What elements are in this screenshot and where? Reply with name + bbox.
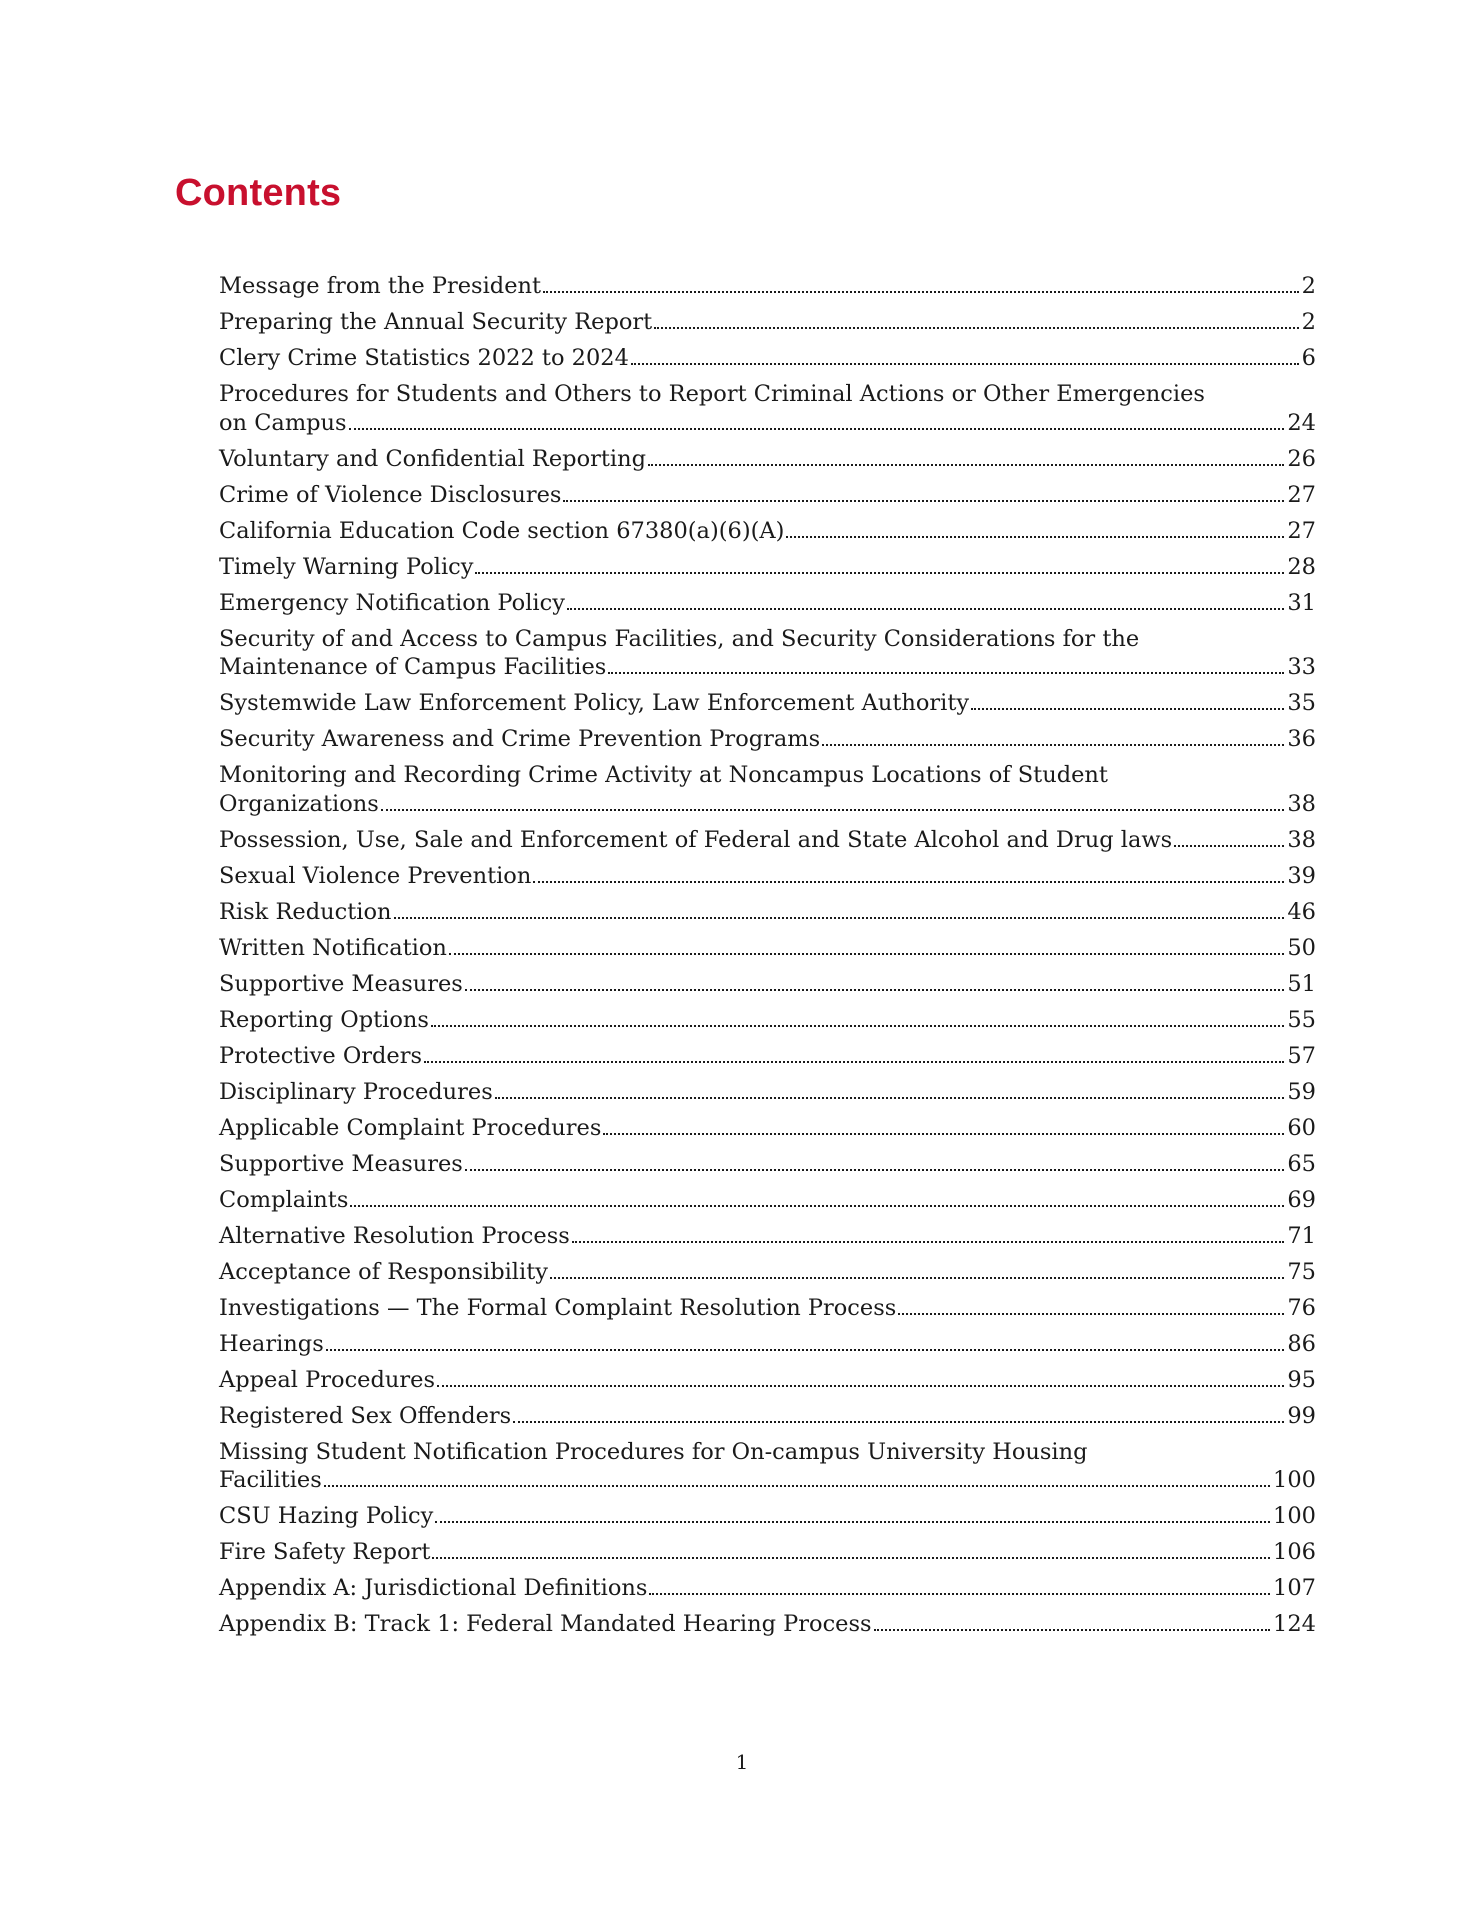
toc-entry-row	[219, 1186, 1316, 1215]
toc-entry[interactable]	[219, 625, 1316, 682]
toc-entry-page-number: 6	[1301, 345, 1316, 371]
toc-entry[interactable]	[219, 1502, 1316, 1531]
toc-entry-page-number: 35	[1287, 690, 1316, 716]
toc-entry-title: Voluntary and Confidential Reporting	[219, 445, 647, 472]
dot-leader	[648, 464, 1284, 466]
dot-leader	[326, 1349, 1285, 1351]
dot-leader	[350, 1205, 1284, 1207]
toc-entry[interactable]	[219, 1574, 1316, 1603]
toc-entry-title: Facilities	[219, 1467, 322, 1493]
toc-entry-row	[219, 409, 1316, 438]
toc-entry-page-number: 2	[1301, 273, 1316, 299]
toc-entry-row	[219, 1574, 1316, 1603]
dot-leader	[435, 1521, 1270, 1523]
dot-leader	[543, 291, 1299, 293]
dot-leader	[572, 1241, 1285, 1243]
toc-entry[interactable]	[219, 344, 1316, 373]
toc-entry-page-number: 100	[1273, 1467, 1316, 1493]
toc-entry-row	[219, 517, 1316, 546]
toc-entry-title: Applicable Complaint Procedures	[219, 1114, 602, 1141]
toc-entry-title: Registered Sex Offenders	[219, 1402, 512, 1429]
toc-entry[interactable]	[219, 1258, 1316, 1287]
toc-entry-page-number: 76	[1287, 1294, 1316, 1321]
toc-entry[interactable]	[219, 1078, 1316, 1107]
dot-leader	[631, 363, 1299, 365]
toc-entry-title: Possession, Use, Sale and Enforcement of Federal and State Alcohol and Drug laws	[219, 826, 1173, 853]
toc-entry[interactable]	[219, 380, 1316, 437]
toc-entry-page-number: 36	[1287, 726, 1316, 752]
toc-entry-row	[219, 790, 1316, 819]
toc-entry-row	[219, 1042, 1316, 1071]
dot-leader	[971, 708, 1284, 710]
dot-leader	[432, 1557, 1270, 1559]
toc-entry-row	[219, 689, 1316, 718]
toc-entry-title: Crime of Violence Disclosures	[219, 481, 562, 508]
toc-entry-page-number: 65	[1287, 1150, 1316, 1177]
toc-entry-page-number: 99	[1287, 1402, 1316, 1429]
dot-leader	[431, 1025, 1284, 1027]
toc-entry-page-number: 51	[1287, 970, 1316, 997]
toc-entry[interactable]	[219, 1538, 1316, 1567]
toc-entry[interactable]	[219, 725, 1316, 754]
dot-leader	[654, 327, 1298, 329]
toc-entry-row	[219, 826, 1316, 855]
toc-entry-title: Sexual Violence Prevention	[219, 862, 532, 889]
toc-entry[interactable]	[219, 1610, 1316, 1639]
toc-entry-row	[219, 934, 1316, 963]
toc-entry-title: Complaints	[219, 1186, 349, 1213]
toc-entry-title: on Campus	[219, 409, 347, 436]
toc-entry-row	[219, 1150, 1316, 1179]
toc-entry-row	[219, 1294, 1316, 1323]
toc-entry-row	[219, 445, 1316, 474]
toc-entry[interactable]	[219, 826, 1316, 855]
toc-entry-row	[219, 272, 1316, 301]
toc-entry[interactable]	[219, 1186, 1316, 1215]
toc-entry-page-number: 27	[1287, 481, 1316, 508]
toc-entry-page-number: 38	[1287, 790, 1316, 817]
toc-entry-title-line: Monitoring and Recording Crime Activity at Noncampus Locations of Student	[219, 762, 1108, 788]
toc-entry-title: California Education Code section 67380(a)(6)(A)	[219, 517, 785, 544]
toc-entry-page-number: 95	[1287, 1366, 1316, 1393]
toc-entry-title: Written Notification	[219, 934, 447, 961]
toc-entry-title: Systemwide Law Enforcement Policy, Law Enforcement Authority	[219, 690, 970, 716]
toc-entry[interactable]	[219, 1402, 1316, 1431]
toc-entry-title: CSU Hazing Policy	[219, 1503, 434, 1529]
toc-entry-page-number: 27	[1287, 517, 1316, 544]
dot-leader	[786, 536, 1284, 538]
toc-entry[interactable]	[219, 1222, 1316, 1251]
toc-entry-page-number: 75	[1287, 1258, 1316, 1285]
dot-leader	[898, 1313, 1284, 1315]
toc-entry-title: Maintenance of Campus Facilities	[219, 654, 607, 680]
toc-entry[interactable]	[219, 481, 1316, 510]
toc-entry-title: Appendix A: Jurisdictional Definitions	[219, 1575, 648, 1601]
dot-leader	[603, 1133, 1284, 1135]
toc-entry-row	[219, 1502, 1316, 1531]
dot-leader	[550, 1277, 1284, 1279]
toc-entry-title: Supportive Measures	[219, 970, 463, 997]
toc-entry-title: Timely Warning Policy	[219, 553, 474, 580]
toc-entry-title: Protective Orders	[219, 1042, 423, 1069]
toc-entry-title: Disciplinary Procedures	[219, 1078, 493, 1105]
dot-leader	[465, 1169, 1285, 1171]
toc-entry-page-number: 107	[1273, 1575, 1316, 1601]
toc-entry[interactable]	[219, 761, 1316, 818]
toc-entry-row	[219, 1366, 1316, 1395]
toc-entry[interactable]	[219, 1150, 1316, 1179]
toc-entry-page-number: 31	[1287, 589, 1316, 616]
toc-entry-row	[219, 589, 1316, 618]
toc-entry-page-number: 86	[1287, 1330, 1316, 1357]
toc-entry-title-line: Security of and Access to Campus Facilities, and Security Considerations for the	[219, 625, 1140, 652]
toc-entry-page-number: 33	[1287, 654, 1316, 680]
toc-entry-row	[219, 1466, 1316, 1495]
toc-entry-page-number: 59	[1287, 1078, 1316, 1105]
toc-entry-title: Acceptance of Responsibility	[219, 1258, 548, 1285]
toc-entry[interactable]	[219, 1042, 1316, 1071]
toc-entry-title-line: Procedures for Students and Others to Report Criminal Actions or Other Emergencies	[219, 381, 1205, 407]
toc-entry-row	[219, 1222, 1316, 1251]
dot-leader	[437, 1385, 1284, 1387]
toc-entry[interactable]	[219, 1294, 1316, 1323]
toc-entry[interactable]	[219, 934, 1316, 963]
dot-leader	[449, 953, 1284, 955]
toc-entry[interactable]	[219, 445, 1316, 474]
toc-entry-title: Supportive Measures	[219, 1150, 463, 1177]
dot-leader	[513, 1421, 1284, 1423]
toc-entry-title: Fire Safety Report	[219, 1539, 431, 1565]
toc-entry[interactable]	[219, 1330, 1316, 1359]
toc-entry-page-number: 26	[1287, 445, 1316, 472]
dot-leader	[349, 428, 1285, 430]
dot-leader	[381, 809, 1285, 811]
toc-entry[interactable]	[219, 862, 1316, 891]
toc-entry-title: Security Awareness and Crime Prevention Programs	[219, 726, 821, 752]
toc-entry[interactable]	[219, 1114, 1316, 1143]
dot-leader	[324, 1485, 1270, 1487]
toc-entry-title: Alternative Resolution Process	[219, 1222, 570, 1249]
toc-entry-page-number: 28	[1287, 553, 1316, 580]
toc-entry-page-number: 69	[1287, 1186, 1316, 1213]
dot-leader	[424, 1061, 1284, 1063]
dot-leader	[533, 881, 1284, 883]
toc-entry-page-number: 38	[1287, 826, 1316, 853]
toc-entry-title: Risk Reduction	[219, 898, 392, 925]
toc-entry-page-number: 24	[1287, 409, 1316, 436]
dot-leader	[874, 1629, 1270, 1631]
toc-entry-title: Investigations — The Formal Complaint Resolution Process	[219, 1294, 897, 1321]
toc-entry-page-number: 50	[1287, 934, 1316, 961]
toc-entry-row	[219, 653, 1316, 682]
toc-entry-page-number: 60	[1287, 1114, 1316, 1141]
toc-entry-page-number: 106	[1273, 1539, 1316, 1565]
dot-leader	[495, 1097, 1285, 1099]
toc-entry-row	[219, 553, 1316, 582]
toc-entry[interactable]	[219, 970, 1316, 999]
dot-leader	[822, 744, 1284, 746]
dot-leader	[465, 989, 1285, 991]
toc-entry-row	[219, 725, 1316, 754]
toc-entry-page-number: 46	[1287, 898, 1316, 925]
toc-entry[interactable]	[219, 1366, 1316, 1395]
toc-entry-page-number: 2	[1301, 309, 1316, 335]
toc-entry[interactable]	[219, 308, 1316, 337]
toc-entry-title: Clery Crime Statistics 2022 to 2024	[219, 345, 629, 371]
toc-entry[interactable]	[219, 553, 1316, 582]
dot-leader	[1174, 845, 1284, 847]
toc-entry-page-number: 39	[1287, 862, 1316, 889]
toc-entry-row	[219, 344, 1316, 373]
toc-entry[interactable]	[219, 1438, 1316, 1495]
toc-entry-title: Preparing the Annual Security Report	[219, 309, 653, 335]
table-of-contents	[219, 272, 1316, 1646]
dot-leader	[649, 1593, 1270, 1595]
toc-entry-title: Appendix B: Track 1: Federal Mandated Hearing Process	[219, 1611, 872, 1637]
toc-entry[interactable]	[219, 272, 1316, 301]
toc-entry-title: Emergency Notification Policy	[219, 589, 565, 616]
toc-entry-row	[219, 481, 1316, 510]
toc-entry-row	[219, 970, 1316, 999]
toc-entry-title-line: Missing Student Notification Procedures for On-campus University Housing	[219, 1438, 1088, 1465]
toc-entry[interactable]	[219, 517, 1316, 546]
toc-entry-row	[219, 1402, 1316, 1431]
toc-entry[interactable]	[219, 1006, 1316, 1035]
toc-entry[interactable]	[219, 898, 1316, 927]
dot-leader	[608, 672, 1284, 674]
dot-leader	[394, 917, 1285, 919]
toc-entry-title: Hearings	[219, 1330, 324, 1357]
page-number: 1	[735, 1750, 749, 1774]
toc-entry-row	[219, 1258, 1316, 1287]
toc-entry-row	[219, 862, 1316, 891]
toc-entry-page-number: 100	[1273, 1503, 1316, 1529]
toc-entry-row	[219, 1330, 1316, 1359]
toc-entry-page-number: 71	[1287, 1222, 1316, 1249]
toc-entry-row	[219, 1610, 1316, 1639]
toc-entry-title: Organizations	[219, 790, 379, 817]
dot-leader	[563, 500, 1284, 502]
toc-entry-row	[219, 898, 1316, 927]
toc-entry[interactable]	[219, 589, 1316, 618]
toc-entry-title: Reporting Options	[219, 1006, 429, 1033]
toc-entry-row	[219, 1006, 1316, 1035]
dot-leader	[567, 608, 1284, 610]
toc-entry-page-number: 57	[1287, 1042, 1316, 1069]
toc-entry-title: Appeal Procedures	[219, 1366, 436, 1393]
toc-entry-row	[219, 1114, 1316, 1143]
toc-entry-title: Message from the President	[219, 273, 542, 299]
dot-leader	[475, 572, 1284, 574]
toc-entry-row	[219, 308, 1316, 337]
contents-heading: Contents	[175, 172, 342, 214]
toc-entry-row	[219, 1538, 1316, 1567]
toc-entry-page-number: 55	[1287, 1006, 1316, 1033]
toc-entry-page-number: 124	[1273, 1611, 1316, 1637]
toc-entry-row	[219, 1078, 1316, 1107]
toc-entry[interactable]	[219, 689, 1316, 718]
